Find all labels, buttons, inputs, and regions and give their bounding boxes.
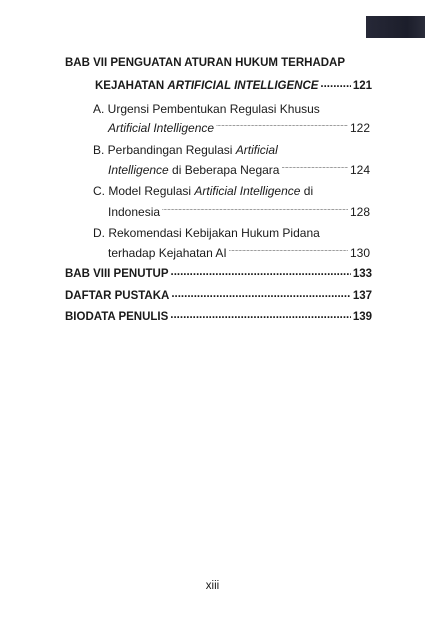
toc-bab8-page: 133	[352, 268, 372, 280]
toc-c-line2[interactable]	[108, 204, 370, 220]
toc-a-line1[interactable]	[93, 101, 320, 117]
toc-a-line2-italic: Artificial Intelligence	[108, 121, 215, 135]
toc-b-page: 124	[349, 163, 370, 177]
toc-c-line1-prefix: C. Model Regulasi	[93, 184, 195, 198]
toc-leader-dots	[170, 310, 351, 320]
page-number: xiii	[205, 580, 220, 592]
toc-leader-dots	[171, 289, 350, 299]
toc-b-line1-italic: Artificial	[235, 143, 278, 157]
toc-bab7-title-line1[interactable]	[65, 55, 345, 71]
toc-leader-dots	[320, 79, 350, 89]
toc-b-line2[interactable]	[108, 162, 370, 178]
toc-leader-dots	[216, 122, 348, 132]
corner-tab-decoration	[366, 16, 425, 38]
toc-bab7-line2-italic: ARTIFICIAL INTELLIGENCE	[167, 80, 319, 92]
toc-leader-dots	[162, 206, 348, 216]
toc-a-line2[interactable]	[108, 120, 370, 136]
toc-b-line1-prefix: B. Perbandingan Regulasi	[93, 143, 236, 157]
toc-d-page: 130	[349, 246, 370, 260]
toc-c-line1-suffix: di	[300, 184, 314, 198]
toc-bab7-title-line2[interactable]	[95, 78, 372, 94]
toc-biodata-page: 139	[352, 311, 372, 323]
toc-leader-dots	[229, 247, 348, 257]
toc-a-line1-text: A. Urgensi Pembentukan Regulasi Khusus	[93, 102, 320, 116]
toc-c-line1[interactable]	[93, 183, 313, 199]
toc-c-line1-italic: Artificial Intelligence	[194, 184, 301, 198]
toc-daftar-pustaka[interactable]	[65, 288, 372, 304]
toc-biodata-label: BIODATA PENULIS	[65, 311, 169, 323]
toc-d-line2[interactable]	[108, 245, 370, 261]
toc-d-line1[interactable]	[93, 225, 320, 241]
toc-a-page: 122	[349, 121, 370, 135]
toc-leader-dots	[281, 164, 348, 174]
toc-d-line1-text: D. Rekomendasi Kebijakan Hukum Pidana	[93, 226, 320, 240]
toc-bab8-label: BAB VIII PENUTUP	[65, 268, 169, 280]
toc-c-page: 128	[349, 205, 370, 219]
toc-b-line2-italic: Intelligence	[108, 163, 169, 177]
toc-b-line2-suffix: di Beberapa Negara	[168, 163, 280, 177]
toc-d-line2-text: terhadap Kejahatan AI	[108, 246, 227, 260]
toc-biodata-penulis[interactable]	[65, 309, 372, 325]
toc-daftar-page: 137	[352, 290, 372, 302]
toc-c-line2-text: Indonesia	[108, 205, 161, 219]
toc-b-line1[interactable]	[93, 142, 278, 158]
toc-bab7-page: 121	[352, 80, 372, 92]
toc-bab8[interactable]	[65, 266, 372, 282]
toc-daftar-label: DAFTAR PUSTAKA	[65, 290, 170, 302]
toc-leader-dots	[171, 267, 351, 277]
toc-bab7-line2-prefix: KEJAHATAN	[95, 80, 168, 92]
toc-bab7-line1-text: BAB VII PENGUATAN ATURAN HUKUM TERHADAP	[65, 57, 346, 69]
